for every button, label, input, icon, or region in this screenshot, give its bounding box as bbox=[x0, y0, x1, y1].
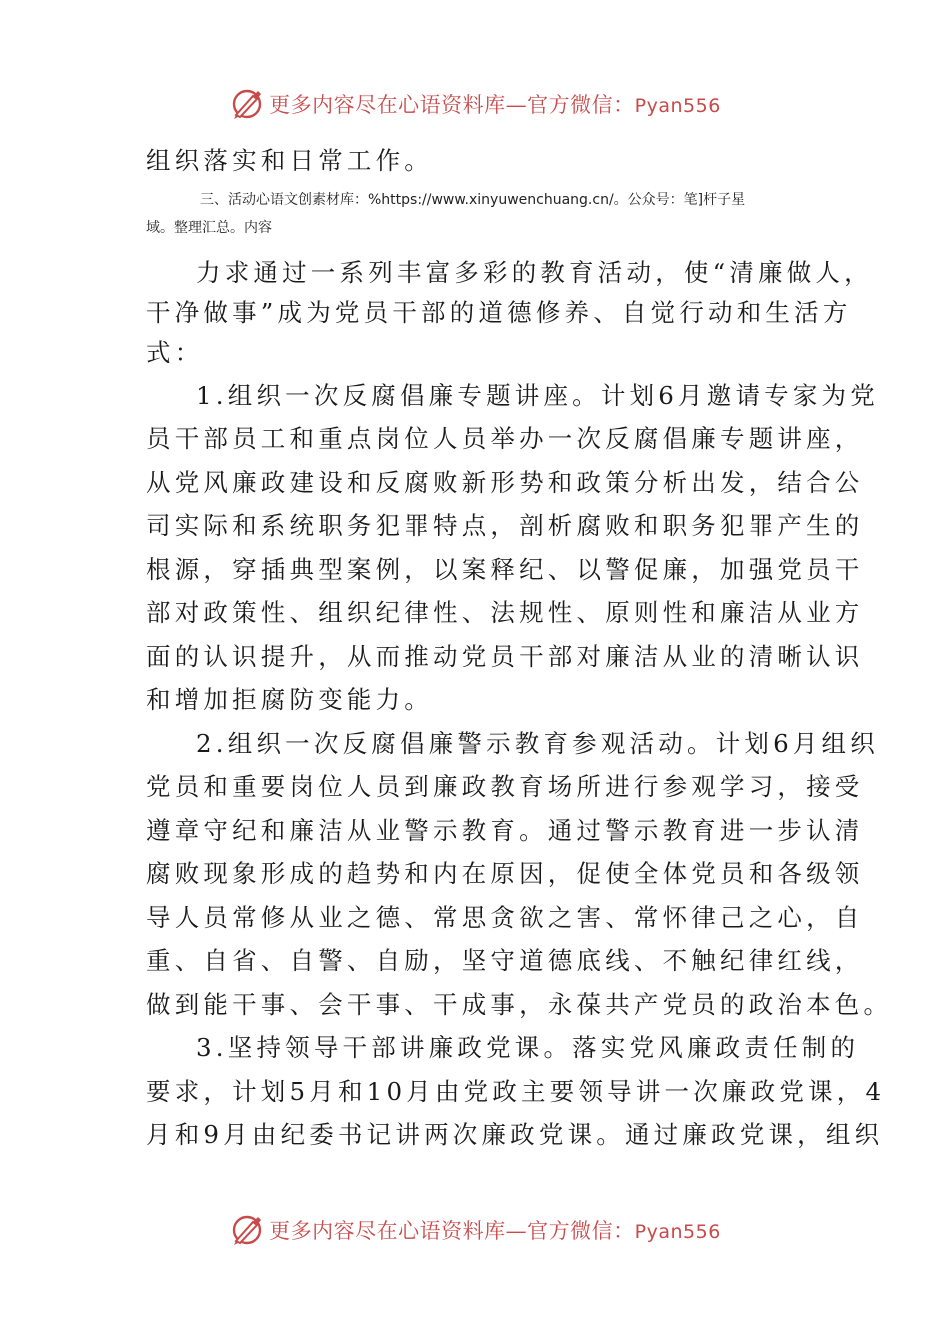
inline-note: 三、活动心语文创素材库：%https://www.xinyuwenchuang.cn/。公众号：笔]杆子星 bbox=[200, 192, 746, 208]
text-line: 要求，计划5月和10月由党政主要领导讲一次廉政党课，4 bbox=[146, 1077, 886, 1106]
text-line: 和增加拒腐防变能力。 bbox=[146, 685, 433, 714]
banner-text: 更多内容尽在心语资料库—官方微信：Pyan556 bbox=[269, 93, 721, 117]
text-line: 重、自省、自警、自励，坚守道德底线、不触纪律红线， bbox=[146, 946, 864, 975]
text-line: 遵章守纪和廉洁从业警示教育。通过警示教育进一步认清 bbox=[146, 816, 864, 845]
text-line: 从党风廉政建设和反腐败新形势和政策分析出发，结合公 bbox=[146, 468, 864, 497]
list-item-3: 3.坚持领导干部讲廉政党课。落实党风廉政责任制的 bbox=[196, 1033, 860, 1062]
footer-banner bbox=[0, 1210, 950, 1250]
text-line: 党员和重要岗位人员到廉政教育场所进行参观学习，接受 bbox=[146, 772, 864, 801]
text-line: 式： bbox=[146, 338, 204, 367]
text-line: 根源，穿插典型案例，以案释纪、以警促廉，加强党员干 bbox=[146, 555, 864, 584]
text-line: 面的认识提升，从而推动党员干部对廉洁从业的清晰认识 bbox=[146, 642, 864, 671]
text-line: 部对政策性、组织纪律性、法规性、原则性和廉洁从业方 bbox=[146, 598, 864, 627]
list-item-2: 2.组织一次反腐倡廉警示教育参观活动。计划6月组织 bbox=[196, 729, 879, 758]
text-line: 司实际和系统职务犯罪特点，剖析腐败和职务犯罪产生的 bbox=[146, 511, 864, 540]
inline-note: 域。整理汇总。内容 bbox=[146, 220, 272, 236]
wechat-id: Pyan556 bbox=[634, 95, 721, 117]
text-line: 做到能干事、会干事、干成事，永葆共产党员的政治本色。 bbox=[146, 990, 893, 1019]
text-line: 组织落实和日常工作。 bbox=[146, 146, 433, 175]
text-line: 导人员常修从业之德、常思贪欲之害、常怀律己之心，自 bbox=[146, 903, 864, 932]
header-banner bbox=[0, 84, 950, 124]
text-line: 月和9月由纪委书记讲两次廉政党课。通过廉政党课，组织 bbox=[146, 1120, 884, 1149]
banner-text: 更多内容尽在心语资料库—官方微信：Pyan556 bbox=[269, 1219, 721, 1243]
pen-logo-icon bbox=[229, 86, 265, 122]
text-line: 员干部员工和重点岗位人员举办一次反腐倡廉专题讲座， bbox=[146, 424, 864, 453]
paragraph-start: 力求通过一系列丰富多彩的教育活动，使“清廉做人， bbox=[196, 258, 873, 287]
text-line: 腐败现象形成的趋势和内在原因，促使全体党员和各级领 bbox=[146, 859, 864, 888]
pen-logo-icon bbox=[229, 1212, 265, 1248]
list-item-1: 1.组织一次反腐倡廉专题讲座。计划6月邀请专家为党 bbox=[196, 381, 879, 410]
text-line: 干净做事”成为党员干部的道德修养、自觉行动和生活方 bbox=[146, 298, 852, 327]
wechat-id: Pyan556 bbox=[634, 1221, 721, 1243]
